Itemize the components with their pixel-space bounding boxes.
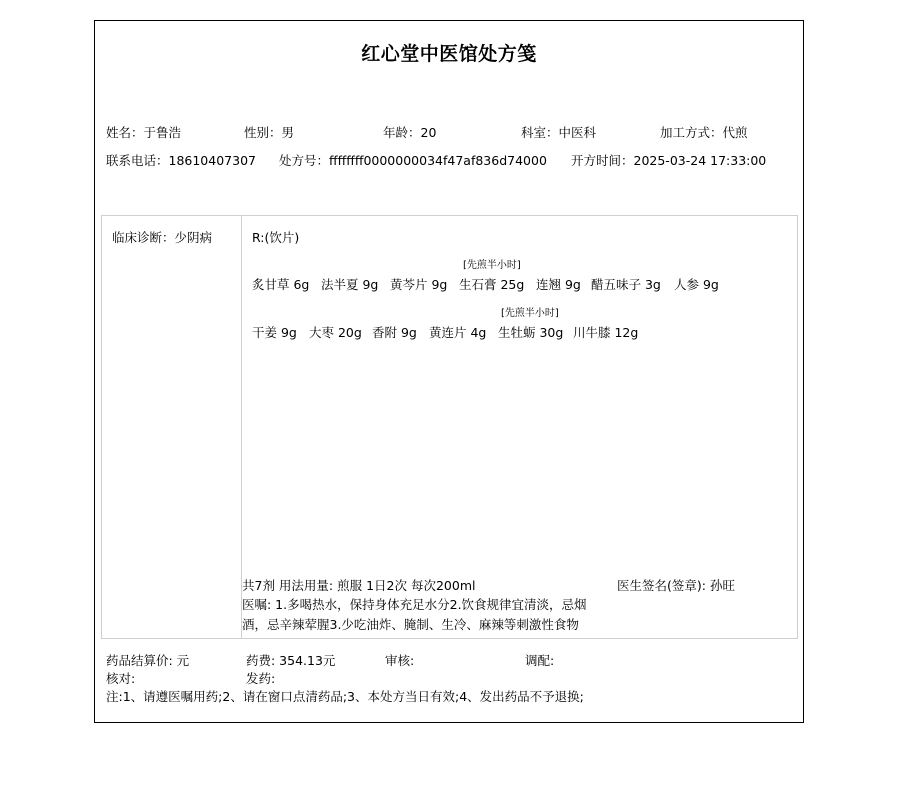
usage-dosage: 共7剂 用法用量: 煎服 1日2次 每次200ml bbox=[242, 578, 476, 593]
rx-label: R:(饮片) bbox=[252, 230, 300, 245]
footer-notice: 注:1、请遵医嘱用药;2、请在窗口点清药品;3、本处方当日有效;4、发出药品不予退换; bbox=[106, 689, 584, 704]
medical-advice: 医嘱: 1.多喝热水，保持身体充足水分2.饮食规律宜清淡，忌烟酒，忌辛辣荤腥3.少吃油炸、腌制、生冷、麻辣等刺激性食物 bbox=[242, 597, 587, 632]
drug-fee: 药费: 354.13元 bbox=[246, 653, 336, 668]
review-label: 审核: bbox=[385, 653, 415, 668]
contact-phone: 联系电话：18610407307 bbox=[106, 153, 256, 168]
herb-item: 法半夏 9g bbox=[321, 277, 379, 292]
decoction-note: [先煎半小时] bbox=[501, 308, 559, 319]
clinical-diagnosis: 临床诊断：少阴病 bbox=[112, 230, 213, 245]
check-label: 核对: bbox=[106, 671, 136, 686]
patient-gender: 性别：男 bbox=[244, 125, 295, 140]
box-divider bbox=[241, 216, 242, 638]
herb-item: 黄芩片 9g bbox=[390, 277, 448, 292]
prescription-sheet bbox=[94, 20, 804, 723]
prescription-title: 红心堂中医馆处方笺 bbox=[361, 43, 537, 65]
herb-item: 连翘 9g bbox=[536, 277, 581, 292]
processing-method: 加工方式：代煎 bbox=[660, 125, 748, 140]
herb-item: 干姜 9g bbox=[252, 325, 297, 340]
herb-item: 大枣 20g bbox=[309, 325, 362, 340]
settlement-price: 药品结算价: 元 bbox=[106, 653, 190, 668]
herb-item: 生牡蛎 30g bbox=[498, 325, 564, 340]
herb-item: 生石膏 25g bbox=[459, 277, 525, 292]
herb-item: 醋五味子 3g bbox=[591, 277, 661, 292]
doctor-signature: 医生签名(签章): 孙旺 bbox=[617, 578, 735, 593]
herb-item: 人参 9g bbox=[674, 277, 719, 292]
prescription-box bbox=[101, 215, 798, 639]
patient-name: 姓名：于鲁浩 bbox=[106, 125, 182, 140]
issue-label: 发药: bbox=[246, 671, 276, 686]
prescription-number: 处方号：ffffffff0000000034f47af836d74000 bbox=[279, 153, 547, 168]
department: 科室：中医科 bbox=[521, 125, 597, 140]
herb-item: 川牛膝 12g bbox=[573, 325, 639, 340]
herb-item: 炙甘草 6g bbox=[252, 277, 310, 292]
dispense-label: 调配: bbox=[525, 653, 555, 668]
decoction-note: [先煎半小时] bbox=[463, 260, 521, 271]
patient-age: 年龄：20 bbox=[383, 125, 437, 140]
prescription-time: 开方时间：2025-03-24 17:33:00 bbox=[571, 153, 767, 168]
herb-item: 香附 9g bbox=[372, 325, 417, 340]
herb-item: 黄连片 4g bbox=[429, 325, 487, 340]
